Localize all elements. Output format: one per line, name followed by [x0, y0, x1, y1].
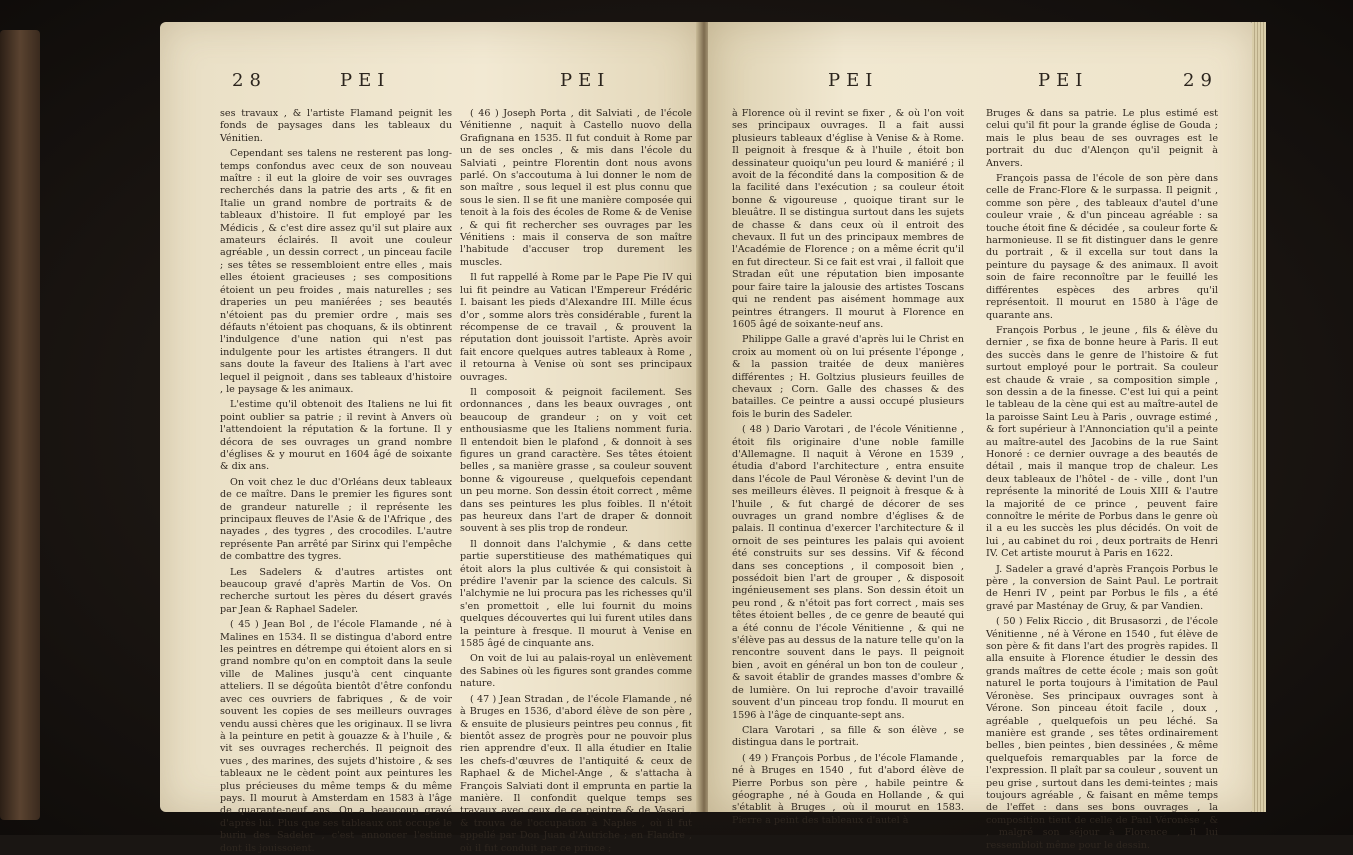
paragraph: ses travaux , & l'artiste Flamand peignit les fonds de paysages dans les tableaux du Vénitien.	[220, 108, 452, 144]
paragraph: Cependant ses talens ne resterent pas long-temps confondus avec ceux de son nouveau maître : il eut la gloire de voir ses ouvrages recherchés dans la patrie des arts , & fit en Italie un grand nombre de portraits & de tableaux d'histoire. Il fut employé par les Médicis , & c'est dire assez qu'il sut plaire aux amateurs éclairés. Il avoit une couleur agréable , un dessin correct , un pinceau facile ; ses têtes se ressembloient entre elles , mais elles étoient gracieuses ; ses compositions étoient un peu froides , mais naturelles ; ses draperies un peu maniérées ; ses beautés n'étoient pas du premier ordre , mais ses défauts n'étoient pas choquans, & ils obtinrent l'indulgence d'une nation qui n'est pas indulgente pour les artistes étrangers. Il dut sans doute la faveur des Italiens à l'art avec lequel il peignoit , dans ses tableaux d'histoire , le paysage & les animaux.	[220, 148, 452, 395]
right-running-head-b: PEI	[1038, 70, 1089, 91]
paragraph: ( 47 ) Jean Stradan , de l'école Flamande , né à Bruges en 1536, d'abord élève de son père , & ensuite de plusieurs peintres peu connus , fit bientôt assez de progrès pour ne pouvoir plus rien apprendre d'eux. Il alla étudier en Italie les chefs-d'œuvres de l'antiquité & ceux de Raphael & de Michel-Ange , & s'attacha à François Salviati dont il emprunta en partie la manière. Il confondit quelque temps ses travaux avec ceux de ce peintre & de Vasari , & trouva de l'occupation à Naples , où il fut appellé par Don Juan d'Autriche ; en Flandre , où il fut conduit par ce prince ;	[460, 693, 692, 854]
paragraph: J. Sadeler a gravé d'après François Porbus le père , la conversion de Saint Paul. Le portrait de Henri IV , peint par Porbus le fils , a été gravé par Masténay de Gruy, & par Vandien.	[986, 563, 1218, 612]
left-running-head-b: PEI	[560, 70, 611, 91]
paragraph: ( 46 ) Joseph Porta , dit Salviati , de l'école Vénitienne , naquit à Castello nuovo della Grafignana en 1535. Il fut conduit à Rome par un de ses oncles , & mis dans l'école du Salviati , peintre Florentin dont nous avons parlé. On s'accoutuma à lui donner le nom de son maître , sous lequel il est plus connu que sous le sien. Il se fit une manière composée qui tenoit à la fois des écoles de Rome & de Venise , & qui fit rechercher ses ouvrages par les Vénitiens : mais il conserva de son maître l'habitude d'accuser trop durement les muscles.	[460, 108, 692, 268]
right-page-number: 29	[1183, 70, 1218, 91]
right-page-header	[708, 70, 1256, 102]
paragraph: Philippe Galle a gravé d'après lui le Christ en croix au moment où on lui présente l'éponge , & la passion traitée de deux manières différentes ; H. Goltzius plusieurs feuilles de chevaux ; Corn. Galle des chasses & des batailles. Ce peintre a aussi occupé plusieurs fois le burin des Sadeler.	[732, 334, 964, 420]
left-page-column-2	[460, 108, 692, 854]
paragraph: ( 49 ) François Porbus , de l'école Flamande , né à Bruges en 1540 , fut d'abord élève de Pierre Porbus son père , habile peintre & géographe , né à Gouda en Hollande , & qui s'établit à Bruges , où il mourut en 1583. Pierre a peint des tableaux d'autel à	[732, 752, 964, 826]
right-page-column-2	[986, 108, 1218, 851]
paragraph: Clara Varotari , sa fille & son élève , se distingua dans le portrait.	[732, 724, 964, 749]
paragraph: On voit chez le duc d'Orléans deux tableaux de ce maître. Dans le premier les figures sont de grandeur naturelle ; il représente les principaux fleuves de l'Asie & de l'Afrique , des nayades , des tygres , des crocodiles. L'autre représente Pan arrêté par Sirinx qui l'empêche de combattre des tygres.	[220, 476, 452, 563]
paragraph: ( 45 ) Jean Bol , de l'école Flamande , né à Malines en 1534. Il se distingua d'abord entre les peintres en détrempe qui étoient alors en si grand nombre qu'on en comptoit dans la seule ville de Malines jusqu'à cent cinquante atteliers. Il se dégoûta bientôt d'être confondu avec ces ouvriers de fabriques , & de voir souvent les copies de ses meilleurs ouvrages vendu aussi chères que les originaux. Il se livra à la peinture en petit à gouazze & à l'huile , & vit ses ouvrages recherchés. Il peignoit des vues , des marines, des sujets d'histoire , & ses tableaux ne le cèdent point aux peintures les plus précieuses du même temps & du même pays. Il mourut à Amsterdam en 1583 à l'âge de quarante-neuf ans. On a beaucoup gravé d'après lui. Plus que ses tableaux ont occupé le burin des Sadeler , c'est annoncer l'estime dont ils jouissoient.	[220, 619, 452, 854]
paragraph: Les Sadelers & d'autres artistes ont beaucoup gravé d'après Martin de Vos. On recherche surtout les pères du désert gravés par Jean & Raphael Sadeler.	[220, 566, 452, 615]
book-cover-edge	[0, 30, 40, 820]
right-page-column-1	[732, 108, 964, 826]
left-page-number: 28	[232, 70, 267, 91]
paragraph: Il fut rappellé à Rome par le Pape Pie IV qui lui fit peindre au Vatican l'Empereur Frédéric I. baisant les pieds d'Alexandre III. Mille écus d'or , somme alors très considérable , furent la récompense de ce travail , & prouvent la réputation dont jouissoit l'artiste. Après avoir fait encore quelques autres tableaux à Rome , il retourna à Venise où sont ses principaux ouvrages.	[460, 272, 692, 383]
paragraph: On voit de lui au palais-royal un enlèvement des Sabines où les figures sont grandes comme nature.	[460, 653, 692, 690]
left-page-column-1	[220, 108, 452, 854]
paragraph: ( 48 ) Dario Varotari , de l'école Vénitienne , étoit fils originaire d'une noble famille d'Allemagne. Il naquit à Vérone en 1539 , étudia d'abord l'architecture , entra ensuite dans l'école de Paul Véronèse & devint l'un de ses meilleurs élèves. Il peignoit à fresque & à l'huile , & fut chargé de décorer de ses ouvrages un grand nombre d'églises & de palais. Il continua d'exercer l'architecture & il ornoit de ses peintures les palais qui avoient été construits sur ses dessins. Vif & fécond dans ses conceptions , il composoit bien , possédoit bien l'art de grouper , & disposoit ingénieusement ses plans. Son dessin étoit un peu rond , & n'étoit pas fort correct , mais ses têtes étoient belles , de ce genre de beauté qui a été connu de l'école Vénitienne , & qui ne s'élève pas au dessus de la nature telle qu'on la rencontre souvent dans le pays. Il peignoit bien , avoit en général un bon ton de couleur , & savoit établir de grandes masses d'ombre & de lumière. On lui reproche d'avoir travaillé souvent d'un pinceau trop fondu. Il mourut en 1596 à l'âge de cinquante-sept ans.	[732, 424, 964, 721]
paragraph: François Porbus , le jeune , fils & élève du dernier , se fixa de bonne heure à Paris. Il eut des succès dans le genre de l'histoire & fut surtout employé pour le portrait. Sa couleur est chaude & vraie , sa composition simple , son dessin a de la finesse. C'est lui qui a peint le tableau de la cène qui est au maître-autel de la paroisse Saint Leu à Paris , ouvrage estimé , & fort supérieur à l'Annonciation qu'il a peinte au maître-autel des Jacobins de la rue Saint Honoré : ce dernier ouvrage a des beautés de détail , mais il manque trop de chaleur. Les deux tableaux de l'hôtel - de - ville , dont l'un représente la minorité de Louis XIII & l'autre la majorité de ce prince , peuvent faire connoître le mérite de Porbus dans le genre où il a eu les succès les plus décidés. On voit de lui , au cabinet du roi , deux portraits de Henri IV. Cet artiste mourut à Paris en 1622.	[986, 324, 1218, 560]
paragraph: Il composoit & peignoit facilement. Ses ordonnances , dans les beaux ouvrages , ont beaucoup de grandeur ; on y voit cet enthousiasme que les Italiens nomment furia. Il entendoit bien le plafond , & donnoit à ses figures un grand caractère. Ses têtes étoient belles , sa manière grasse , sa couleur souvent bonne & vigoureuse , quelquefois cependant un peu morne. Son dessin étoit correct , même dans ses peintures les plus foibles. Il n'étoit pas heureux dans l'art de draper & donnoit souvent à ses plis trop de rondeur.	[460, 386, 692, 535]
paragraph: Il donnoit dans l'alchymie , & dans cette partie superstitieuse des mathématiques qui étoit alors la plus cultivée & qui consistoit à prédire l'avenir par la science des calculs. Si l'alchymie ne lui procura pas les richesses qu'il s'en promettoit , elle lui fournit du moins quelques découvertes qui lui furent utiles dans la peinture à fresque. Il mourut à Venise en 1585 âgé de cinquante ans.	[460, 538, 692, 650]
right-page	[708, 22, 1256, 851]
paragraph: François passa de l'école de son père dans celle de Franc-Flore & le surpassa. Il peignit , comme son père , des tableaux d'autel d'une couleur vraie , & d'un pinceau agréable : sa touche étoit fine & décidée , sa couleur forte & harmonieuse. Il se fit distinguer dans le genre du portrait , & il excella sur tout dans la peinture du paysage & des animaux. Il avoit soin de faire reconnoître par le feuillé les différentes espèces des arbres qu'il représentoit. Il mourut en 1580 à l'âge de quarante ans.	[986, 173, 1218, 321]
page-stack-edge	[1252, 22, 1266, 812]
paragraph: Bruges & dans sa patrie. Le plus estimé est celui qu'il fit pour la grande église de Gouda ; mais le plus beau de ses ouvrages est le portrait du duc d'Alençon qu'il peignit à Anvers.	[986, 108, 1218, 169]
paragraph: ( 50 ) Felix Riccio , dit Brusasorzi , de l'école Vénitienne , né à Vérone en 1540 , fut élève de son père & fit dans l'art des progrès rapides. Il alla ensuite à Florence étudier le dessin des grands maîtres de cette école ; mais son goût naturel le porta toujours à l'imitation de Paul Véronèse. Ses principaux ouvrages sont à Vérone. Son pinceau étoit facile , doux , agréable , quelquefois un peu léché. Sa manière est grande , ses têtes ordinairement belles , bien peintes , bien dessinées , & même quelquefois remarquables par la force de l'expression. Il plaît par sa couleur , souvent un peu grise , surtout dans les demi-teintes ; mais toujours agréable , & faisant en même temps de l'effet : dans ses bons ouvrages , la composition tient de celle de Paul Véronèse , & , malgré son séjour à Florence , il lui ressembloit même pour le dessin.	[986, 616, 1218, 851]
left-page-header	[160, 70, 700, 102]
left-running-head-a: PEI	[340, 70, 391, 91]
left-page	[160, 22, 700, 854]
right-running-head-a: PEI	[828, 70, 879, 91]
paragraph: L'estime qu'il obtenoit des Italiens ne lui fit point oublier sa patrie ; il revint à Anvers où l'attendoient la réputation & la fortune. Il y décora de ses ouvrages un grand nombre d'églises & y mourut en 1604 âgé de soixante & dix ans.	[220, 399, 452, 473]
paragraph: à Florence où il revint se fixer , & où l'on voit ses principaux ouvrages. Il a fait aussi plusieurs tableaux d'église à Venise & à Rome. Il peignoit à fresque & à l'huile , étoit bon dessinateur quoiqu'un peu lourd & maniéré ; il avoit de la fécondité dans la composition & de la facilité dans l'exécution ; sa couleur étoit bonne & vigoureuse , quoique tirant sur le bleuâtre. Il se distingua surtout dans les sujets de chasse & dans ceux où il entroit des chevaux. Il fut un des principaux membres de l'Académie de Florence ; on a même écrit qu'il en fut directeur. Si ce fait est vrai , il falloit que Stradan eût une réputation bien imposante pour faire taire la jalousie des artistes Toscans qui ne rendent pas aisément hommage aux peintres étrangers. Il mourut à Florence en 1605 âgé de soixante-neuf ans.	[732, 108, 964, 330]
